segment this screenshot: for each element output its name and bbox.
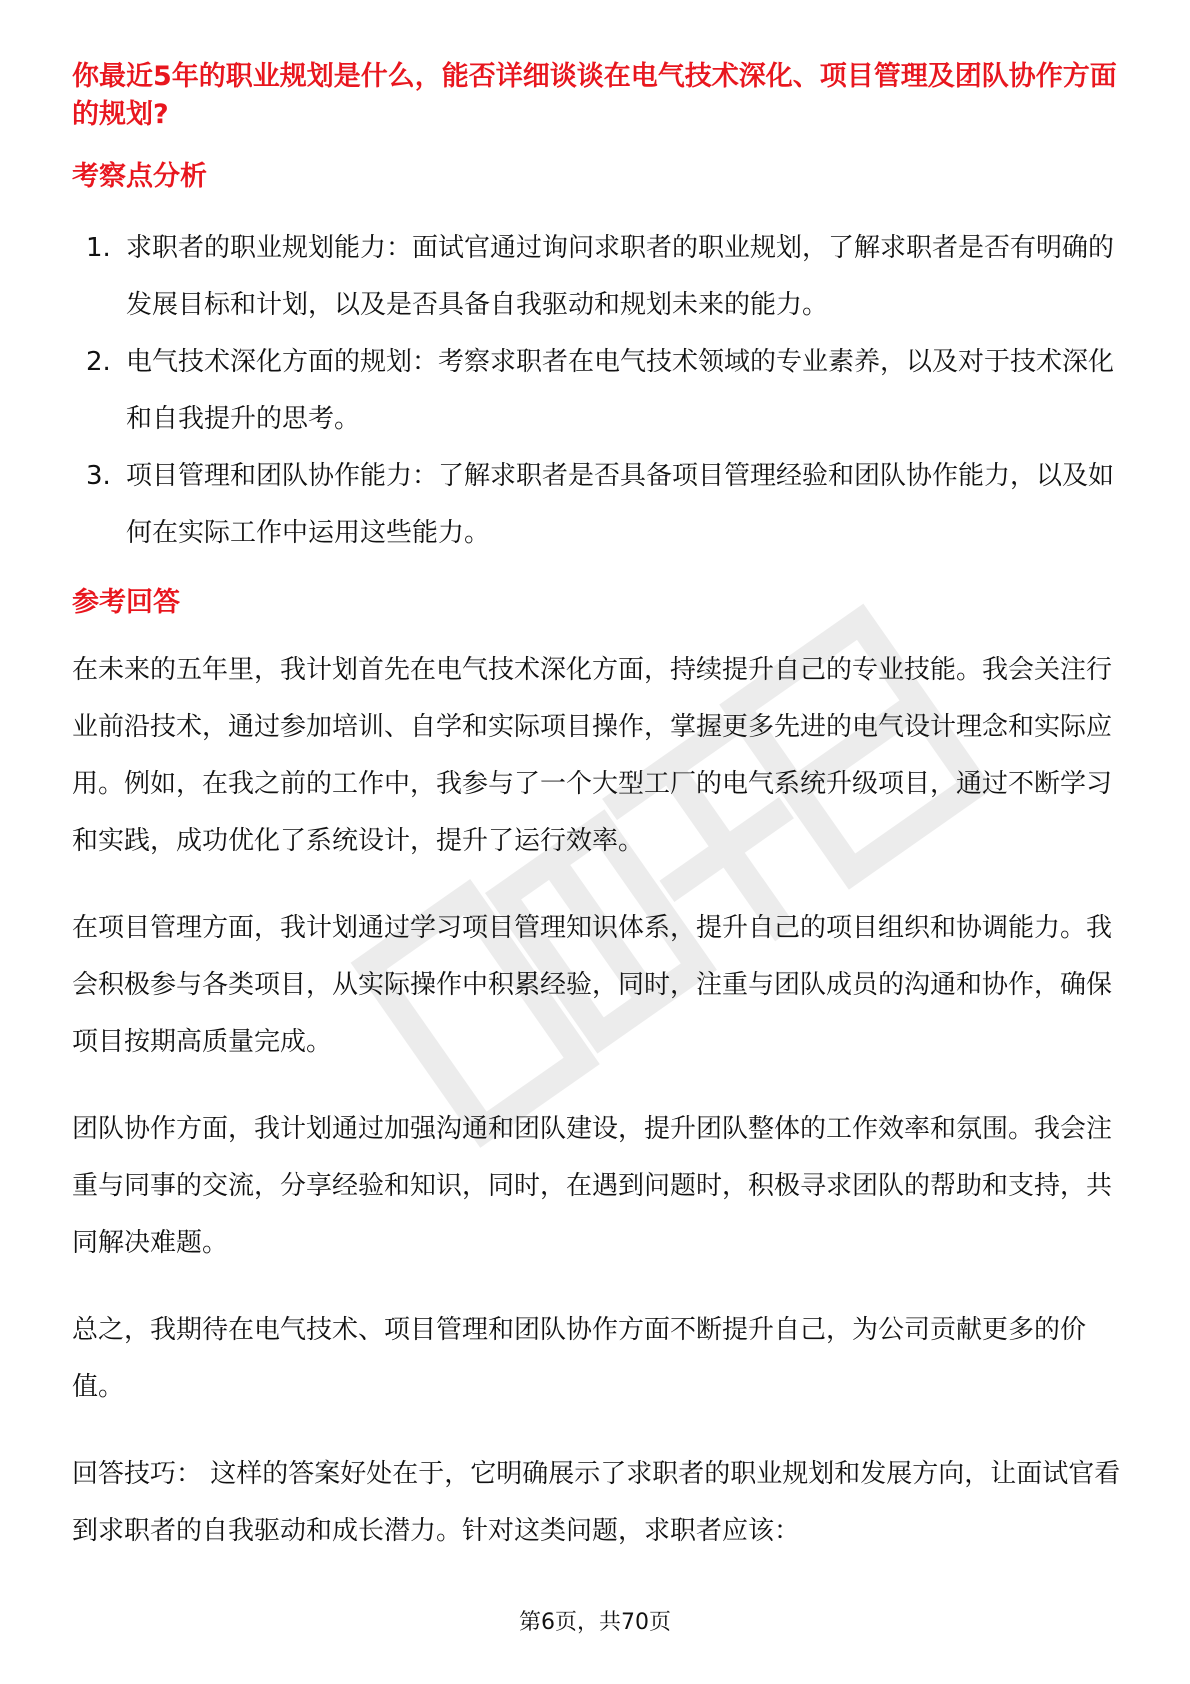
list-item-text: 项目管理和团队协作能力：了解求职者是否具备项目管理经验和团队协作能力，以及如何在实际工作中运用这些能力。 (126, 461, 1115, 548)
document-page (72, 58, 1128, 1560)
list-item-number: 2. (86, 347, 111, 377)
list-item-text: 求职者的职业规划能力：面试官通过询问求职者的职业规划，了解求职者是否有明确的发展目标和计划，以及是否具备自我驱动和规划未来的能力。 (126, 233, 1115, 320)
list-item-text: 电气技术深化方面的规划：考察求职者在电气技术领域的专业素养，以及对于技术深化和自我提升的思考。 (126, 347, 1115, 434)
answer-paragraph: 总之，我期待在电气技术、项目管理和团队协作方面不断提升自己，为公司贡献更多的价值。 (72, 1315, 1087, 1402)
list-item (72, 448, 1128, 562)
question-title: 你最近5年的职业规划是什么，能否详细谈谈在电气技术深化、项目管理及团队协作方面的规划? (72, 61, 1117, 130)
answer-paragraph: 在项目管理方面，我计划通过学习项目管理知识体系，提升自己的项目组织和协调能力。我会积极参与各类项目，从实际操作中积累经验，同时，注重与团队成员的沟通和协作，确保项目按期高质量完成。 (72, 913, 1113, 1057)
list-item-number: 1. (86, 233, 111, 263)
list-item (72, 220, 1128, 334)
answer-paragraph: 团队协作方面，我计划通过加强沟通和团队建设，提升团队整体的工作效率和氛围。我会注重与同事的交流，分享经验和知识，同时，在遇到问题时，积极寻求团队的帮助和支持，共同解决难题。 (72, 1114, 1113, 1258)
answer-heading: 参考回答 (72, 587, 180, 618)
list-item-number: 3. (86, 461, 111, 491)
answer-paragraph: 在未来的五年里，我计划首先在电气技术深化方面，持续提升自己的专业技能。我会关注行业前沿技术，通过参加培训、自学和实际项目操作，掌握更多先进的电气设计理念和实际应用。例如，在我之前的工作中，我参与了一个大型工厂的电气系统升级项目，通过不断学习和实践，成功优化了系统设计，提升了运行效率。 (72, 655, 1113, 856)
analysis-list (72, 220, 1128, 562)
list-item (72, 334, 1128, 448)
analysis-heading: 考察点分析 (72, 161, 207, 192)
answer-tips-paragraph: 回答技巧： 这样的答案好处在于，它明确展示了求职者的职业规划和发展方向，让面试官看到求职者的自我驱动和成长潜力。针对这类问题，求职者应该： (72, 1459, 1121, 1546)
page-number-footer: 第6页，共70页 (519, 1610, 671, 1635)
